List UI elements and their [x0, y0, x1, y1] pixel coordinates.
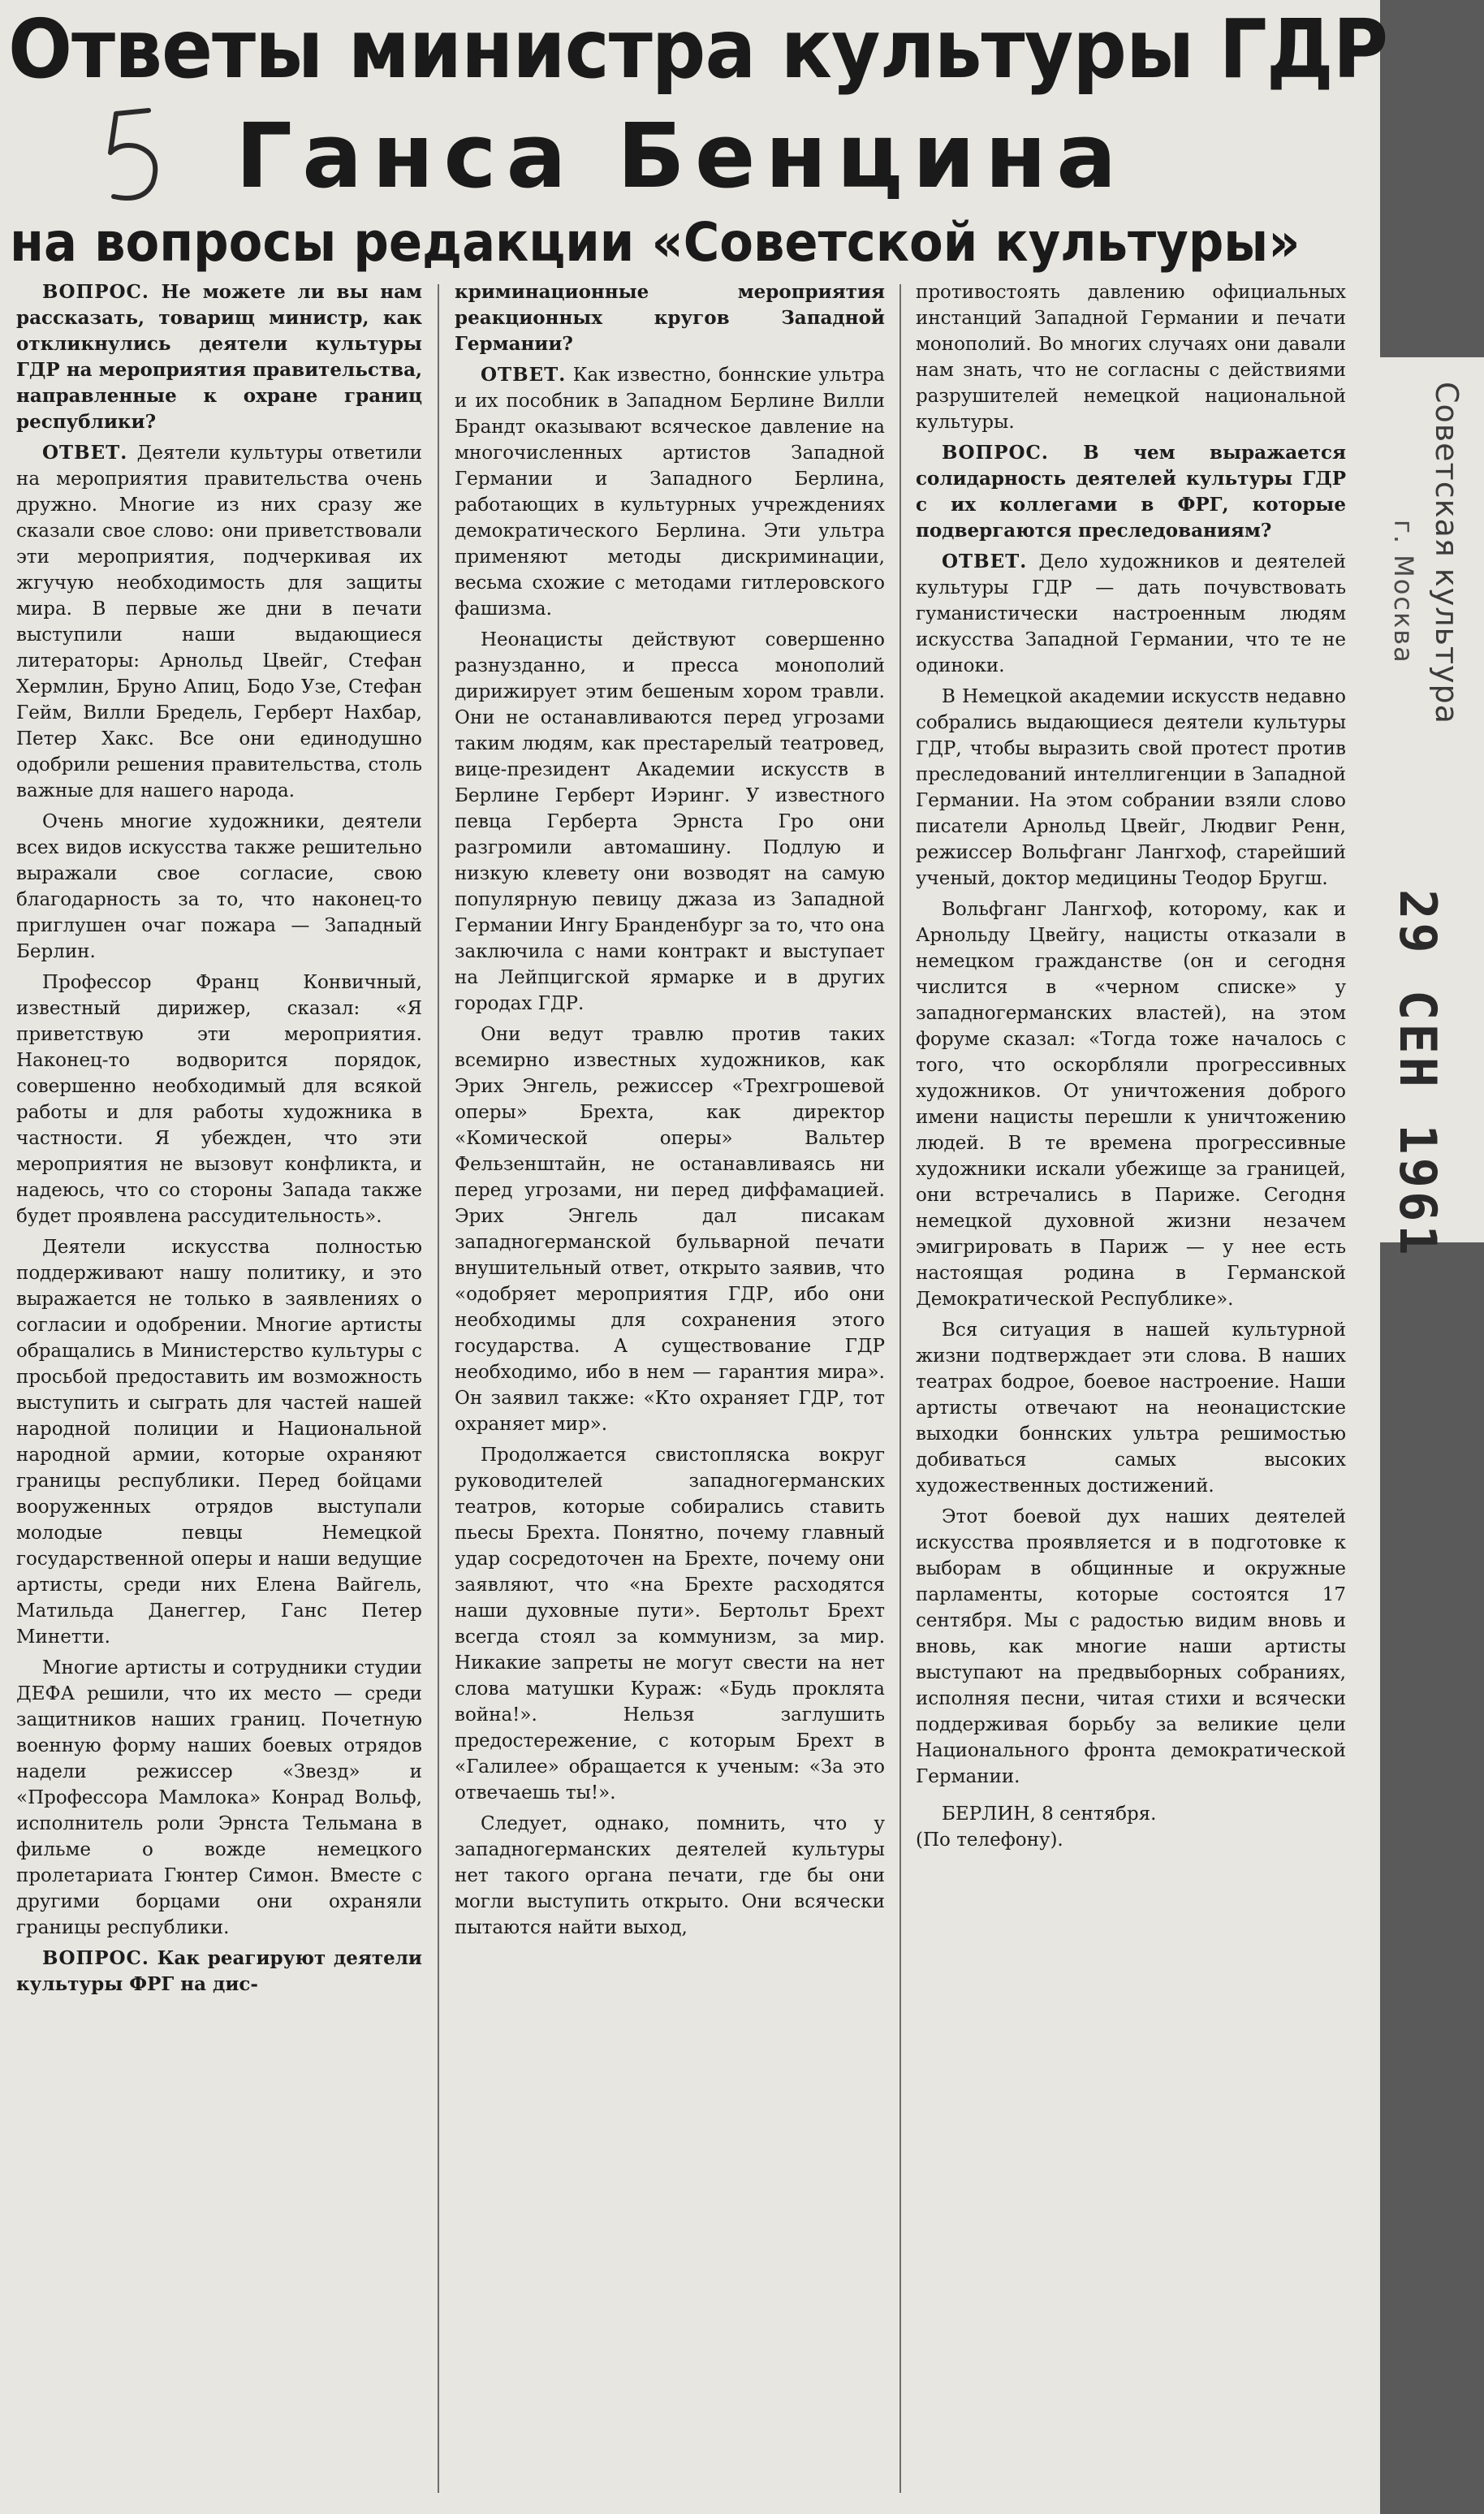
headline-line-2: Ганса Бенцина — [235, 104, 1127, 208]
paragraph-text: Очень многие художники, деятели всех видов искусства также решительно выражали свое согласие, свою благодарность за то, что наконец-то приглушен очаг пожара — Западный Берлин. — [16, 811, 422, 962]
article-paragraph — [455, 627, 885, 1017]
paragraph-lead: ВОПРОС. — [42, 1947, 149, 1969]
paragraph-text: Не можете ли вы нам рассказать, товарищ министр, как откликнулись деятели культуры ГДР на мероприятия правительства, направленные к охране границ республики? — [16, 281, 422, 433]
answer-paragraph — [916, 549, 1346, 679]
question-paragraph — [16, 279, 422, 435]
paragraph-lead: ОТВЕТ. — [42, 442, 128, 464]
answer-paragraph — [16, 440, 422, 804]
headline-line-3: на вопросы редакции «Советской культуры» — [10, 211, 1301, 274]
paragraph-lead: ОТВЕТ. — [942, 551, 1028, 572]
article-column-2 — [455, 279, 885, 2504]
paragraph-text: Деятели искусства полностью поддерживают нашу политику, и это выражается не только в заявлениях о согласии и одобрении. Многие артисты обращались в Министерство культуры с просьбой предоставить им возможность выступить и сыграть для частей нашей народной полиции и Национальной народной армии, которые охраняют границы республики. Перед бойцами вооруженных отрядов выступали молодые певцы Немецкой государственной оперы и наши ведущие артисты, среди них Елена Вайгель, Матильда Данеггер, Ганс Петер Минетти. — [16, 1237, 422, 1648]
paragraph-text: Профессор Франц Конвичный, известный дирижер, сказал: «Я приветствую эти мероприятия. Наконец-то водворится порядок, совершенно необходимый для всякой работы и для работы художника в частности. Я убежден, что эти мероприятия не вызовут конфликта, и надеюсь, что со стороны Запада также будет проявлена рассудительность». — [16, 972, 422, 1227]
paragraph-lead: ВОПРОС. — [942, 442, 1049, 464]
paragraph-text: Многие артисты и сотрудники студии ДЕФА решили, что их место — среди защитников наших границ. Почетную военную форму наших боевых отрядов надели режиссер «Звезд» и «Профессора Мамлока» Конрад Вольф, исполнитель роли Эрнста Тельмана в фильме о вожде немецкого пролетариата Гюнтер Симон. Вместе с другими борцами они охраняли границы республики. — [16, 1657, 422, 1938]
column-rule — [899, 284, 901, 2493]
article-paragraph — [455, 1442, 885, 1806]
dateline: БЕРЛИН, 8 сентября. (По телефону). — [916, 1803, 1157, 1851]
answer-paragraph — [455, 362, 885, 622]
paragraph-text: В Немецкой академии искусств недавно собрались выдающиеся деятели культуры ГДР, чтобы выразить свой протест против преследований интеллигенции в Западной Германии. На этом собрании взяли слово писатели Арнольд Цвейг, Людвиг Ренн, режиссер Вольфганг Лангхоф, старейший ученый, доктор медицины Теодор Бругш. — [916, 686, 1346, 889]
date-stamp: 29 СЕН 1961 — [1388, 889, 1447, 1259]
headline-line-1: Ответы министра культуры ГДР — [8, 2, 1388, 97]
article-paragraph — [916, 1504, 1346, 1790]
article-paragraph — [455, 279, 885, 357]
paragraph-text: Этот боевой дух наших деятелей искусства проявляется и в подготовке к выборам в общинные и окружные парламенты, которые состоятся 17 сентября. Мы с радостью видим вновь и вновь, как многие наши артисты выступают на предвыборных собраниях, исполняя песни, читая стихи и всячески поддерживая борьбу за великие цели Национального фронта демократической Германии. — [916, 1506, 1346, 1787]
article-paragraph — [916, 279, 1346, 435]
paragraph-lead: ОТВЕТ. — [481, 364, 567, 386]
paragraph-text: Как известно, боннские ультра и их пособник в Западном Берлине Вилли Брандт оказывают всяческое давление на многочисленных артистов Западной Германии и Западного Берлина, работающих в культурных учреждениях демократического Берлина. Эти ультра применяют методы дискриминации, весьма схожие с методами гитлеровского фашизма. — [455, 365, 885, 620]
paragraph-text: Деятели культуры ответили на мероприятия правительства очень дружно. Многие из них сразу же сказали свое слово: они приветствовали эти мероприятия, подчеркивая их жгучую необходимость для защиты мира. В первые же дни в печати выступили наши выдающиеся литераторы: Арнольд Цвейг, Стефан Хермлин, Бруно Апиц, Бодо Узе, Стефан Гейм, Вилли Бредель, Герберт Нахбар, Петер Хакс. Все они единодушно одобрили решения правительства, столь важные для нашего народа. — [16, 443, 422, 801]
paragraph-text: Как реагируют деятели культуры ФРГ на дис- — [16, 1947, 422, 1995]
article-paragraph — [916, 684, 1346, 892]
question-paragraph — [916, 440, 1346, 544]
paragraph-text: Следует, однако, помнить, что у западногерманских деятелей культуры нет такого органа печати, где бы они могли выступить открыто. Они всячески пытаются найти выход, — [455, 1813, 885, 1938]
paragraph-text: противостоять давлению официальных инстанций Западной Германии и печати монополий. Во многих случаях они давали нам знать, что не согласны с действиями разрушителей немецкой национальной культуры. — [916, 282, 1346, 433]
article-paragraph — [16, 970, 422, 1229]
paragraph-text: Вольфганг Лангхоф, которому, как и Арнольду Цвейгу, нацисты отказали в немецком гражданстве (он и сегодня числится в «черном списке» у западногерманских властей), на этом форуме сказал: «Тогда тоже началось с того, что оскорбляли прогрессивных художников. От уничтожения доброго имени нацисты перешли к уничтожению людей. В те времена прогрессивные художники искали убежище за границей, они встречались в Париже. Сегодня немецкой духовной жизни незачем эмигрировать в Париж — у нее есть настоящая родина в Германской Демократической Республике». — [916, 899, 1346, 1310]
paragraph-text: Дело художников и деятелей культуры ГДР — дать почувствовать гуманистически настроенным людям искусства Западной Германии, что те не одиноки. — [916, 551, 1346, 676]
article-paragraph — [455, 1022, 885, 1437]
article-paragraph — [455, 1811, 885, 1941]
paragraph-text: криминационные мероприятия реакционных кругов Западной Германии? — [455, 281, 885, 355]
publication-stamp: Советская культура — [1429, 382, 1465, 724]
article-column-3 — [916, 279, 1346, 2504]
paragraph-text: Они ведут травлю против таких всемирно известных художников, как Эрих Энгель, режиссер «Трехгрошевой оперы» Брехта, как директор «Комической оперы» Вальтер Фельзенштайн, не останавливаясь ни перед угрозами, ни перед диффамацией. Эрих Энгель дал писакам западногерманской бульварной печати внушительный ответ, открыто заявив, что «одобряет мероприятия ГДР, ибо они необходимы для сохранения этого государства. А существование ГДР необходимо, ибо в нем — гарантия мира». Он заявил также: «Кто охраняет ГДР, тот охраняет мир». — [455, 1024, 885, 1435]
paragraph-text: В чем выражается солидарность деятелей культуры ГДР с их коллегами в ФРГ, которые подвергаются преследованиям? — [916, 442, 1346, 542]
city-stamp: г. Москва — [1388, 520, 1419, 664]
article-paragraph — [916, 1317, 1346, 1499]
paragraph-text: Вся ситуация в нашей культурной жизни подтверждает эти слова. В наших театрах бодрое, боевое настроение. Наши артисты отвечают на неонацистские выходки боннских ультра решимостью добиваться самых высоких художественных достижений. — [916, 1320, 1346, 1497]
handwritten-number-mark — [71, 96, 193, 210]
article-paragraph — [16, 809, 422, 965]
article-paragraph — [16, 1655, 422, 1941]
article-column-1 — [16, 279, 422, 2504]
article-paragraph — [916, 896, 1346, 1312]
column-rule — [438, 284, 439, 2493]
article-paragraph — [16, 1234, 422, 1650]
paragraph-lead: ВОПРОС. — [42, 281, 149, 303]
paragraph-text: Продолжается свистопляска вокруг руководителей западногерманских театров, которые собирались ставить пьесы Брехта. Понятно, почему главный удар сосредоточен на Брехте, почему они заявляют, что «на Брехте расходятся наши духовные пути». Бертольт Брехт всегда стоял за коммунизм, за мир. Никакие запреты не могут свести на нет слова матушки Кураж: «Будь проклята война!». Нельзя заглушить предостережение, с которым Брехт в «Галилее» обращается к ученым: «За это отвечаешь ты!». — [455, 1445, 885, 1803]
question-paragraph — [16, 1946, 422, 1998]
paragraph-text: Неонацисты действуют совершенно разнузданно, и пресса монополий дирижирует этим бешеным хором травли. Они не останавливаются перед угрозами таким людям, как престарелый театровед, вице-президент Академии искусств в Берлине Герберт Иэринг. У известного певца Герберта Эрнста Гро они разгромили автомашину. Подлую и низкую клевету они возводят на самую популярную певицу джаза из Западной Германии Ингу Бранденбург за то, что она заключила с нами контракт и выступает на Лейпцигской ярмарке и в других городах ГДР. — [455, 629, 885, 1014]
